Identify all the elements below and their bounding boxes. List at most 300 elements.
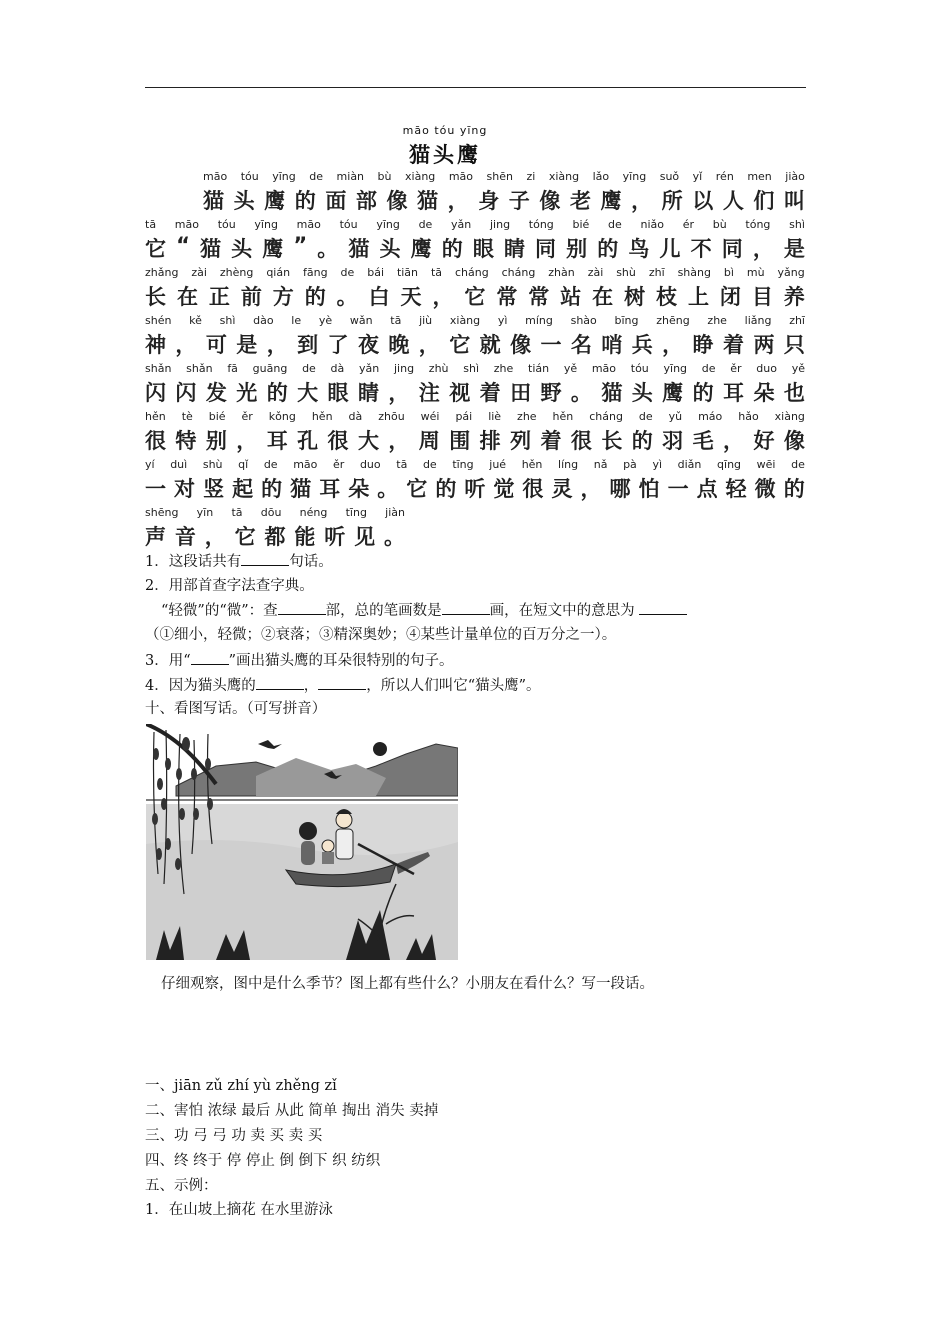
hanzi-char: 儿 <box>659 237 681 261</box>
hanzi-char: 白 <box>368 285 390 309</box>
pinyin-syllable: zhàn <box>548 266 575 279</box>
pinyin-syllable: māo <box>296 218 321 231</box>
pinyin-syllable: jué <box>489 458 507 471</box>
pinyin-syllable: pà <box>623 458 637 471</box>
question-2-line: “轻微”的“微”：查 部，总的笔画数是 画，在短文中的意思为 <box>161 600 687 621</box>
pinyin-syllable: xiàng <box>405 170 436 183</box>
pinyin-syllable: men <box>747 170 772 183</box>
pinyin-syllable: bīng <box>614 314 639 327</box>
hanzi-char: 是 <box>236 333 258 357</box>
pinyin-syllable: zài <box>587 266 604 279</box>
pinyin-syllable: wēi <box>756 458 776 471</box>
pinyin-syllable: hěn <box>521 458 543 471</box>
pinyin-syllable: de <box>701 362 716 375</box>
hanzi-char: 很 <box>570 429 592 453</box>
hanzi-char: 。 <box>377 477 399 501</box>
question-4: 4．因为猫头鹰的 ， ，所以人们叫它“猫头鹰”。 <box>145 675 541 696</box>
hanzi-char: 一 <box>145 477 166 501</box>
hanzi-char: 视 <box>449 381 471 405</box>
hanzi-char: 的 <box>631 429 653 453</box>
pinyin-syllable: zi <box>526 170 536 183</box>
pinyin-syllable: jiù <box>419 314 433 327</box>
hanzi-char: 的 <box>692 381 714 405</box>
pinyin-syllable: qián <box>266 266 291 279</box>
pinyin-syllable: zhī <box>648 266 665 279</box>
hanzi-char: 猫 <box>203 189 224 213</box>
hanzi-char: 站 <box>560 285 582 309</box>
answer-blank[interactable] <box>278 600 326 615</box>
pinyin-row <box>203 170 805 183</box>
pinyin-syllable: néng <box>299 506 328 519</box>
hanzi-char: 它 <box>406 477 428 501</box>
pinyin-syllable: duo <box>359 458 381 471</box>
pinyin-syllable: tóu <box>240 170 259 183</box>
pinyin-row <box>145 506 405 519</box>
pinyin-syllable: yě <box>563 362 578 375</box>
hanzi-char: 轻 <box>725 477 747 501</box>
hanzi-char: ， <box>388 381 410 405</box>
hanzi-char: 猫 <box>290 477 312 501</box>
question-2-options: （①细小，轻微；②衰落；③精深奥妙；④某些计量单位的百万分之一）。 <box>145 627 617 643</box>
hanzi-char: 可 <box>205 333 227 357</box>
hanzi-char: 排 <box>479 429 501 453</box>
pinyin-syllable: shēn <box>486 170 513 183</box>
hanzi-char: 就 <box>479 333 501 357</box>
pinyin-syllable: tóng <box>528 218 554 231</box>
hanzi-char: 了 <box>327 333 349 357</box>
answer-line-6: 1．在山坡上摘花 在水里游泳 <box>145 1202 333 1218</box>
pinyin-syllable: wéi <box>420 410 440 423</box>
hanzi-char: 头 <box>379 237 401 261</box>
hanzi-char: 一 <box>667 477 689 501</box>
pinyin-syllable: ěr <box>730 362 742 375</box>
hanzi-char: 像 <box>539 189 561 213</box>
hanzi-char: 的 <box>294 189 316 213</box>
hanzi-char: 孔 <box>297 429 319 453</box>
pinyin-syllable: xiàng <box>449 314 481 327</box>
hanzi-char: ， <box>580 477 602 501</box>
hanzi-char: 晚 <box>388 333 410 357</box>
pinyin-syllable: wǎn <box>349 314 373 327</box>
pinyin-syllable: shào <box>570 314 597 327</box>
hanzi-char: 正 <box>208 285 230 309</box>
hanzi-char: 的 <box>304 285 326 309</box>
hanzi-char: 的 <box>441 237 463 261</box>
hanzi-char: 同 <box>535 237 557 261</box>
hanzi-char: 。 <box>336 285 358 309</box>
pinyin-syllable: xiàng <box>774 410 805 423</box>
pinyin-syllable: tián <box>528 362 550 375</box>
pinyin-syllable: cháng <box>454 266 489 279</box>
pinyin-syllable: yǎn <box>359 362 380 375</box>
hanzi-char: 常 <box>496 285 518 309</box>
pinyin-syllable: tóu <box>339 218 358 231</box>
pinyin-syllable: māo <box>174 218 199 231</box>
hanzi-char: ， <box>266 333 288 357</box>
hanzi-char: 天 <box>400 285 422 309</box>
section-10-heading: 十、看图写话。（可写拼音） <box>145 701 327 717</box>
hanzi-char: 列 <box>510 429 532 453</box>
pinyin-syllable: bì <box>723 266 734 279</box>
hanzi-char: 哪 <box>609 477 631 501</box>
pinyin-syllable: de <box>263 458 278 471</box>
pinyin-syllable: liǎng <box>744 314 772 327</box>
pinyin-syllable: fā <box>227 362 238 375</box>
hanzi-char: 鹰 <box>262 237 284 261</box>
pinyin-syllable: zhe <box>517 410 537 423</box>
hanzi-char: 注 <box>418 381 440 405</box>
hanzi-char: 夜 <box>357 333 379 357</box>
pinyin-syllable: shì <box>219 314 236 327</box>
pinyin-syllable: māo <box>293 458 318 471</box>
pinyin-syllable: de <box>608 218 622 231</box>
pinyin-syllable: hěn <box>552 410 574 423</box>
hanzi-char: 的 <box>783 477 805 501</box>
pinyin-syllable: míng <box>525 314 553 327</box>
hanzi-char: 子 <box>508 189 530 213</box>
hanzi-char: 田 <box>510 381 532 405</box>
passage-title <box>395 124 495 169</box>
pinyin-syllable: tā <box>390 314 402 327</box>
pinyin-syllable: zhēng <box>656 314 690 327</box>
pinyin-syllable: suǒ <box>659 170 680 183</box>
pinyin-syllable: de <box>302 362 316 375</box>
pinyin-syllable: de <box>638 410 653 423</box>
hanzi-char: 长 <box>145 285 166 309</box>
pinyin-row <box>145 218 805 231</box>
hanzi-char: 兵 <box>631 333 653 357</box>
hanzi-char: ” <box>293 233 308 257</box>
hanzi-char: ， <box>752 237 774 261</box>
hanzi-char: 大 <box>357 429 379 453</box>
pinyin-syllable: dà <box>348 410 363 423</box>
hanzi-char: 别 <box>205 429 227 453</box>
hanzi-char: 像 <box>783 429 805 453</box>
pinyin-syllable: bù <box>712 218 727 231</box>
hanzi-char: 它 <box>464 285 486 309</box>
pinyin-syllable: mù <box>746 266 765 279</box>
pinyin-row <box>145 410 805 423</box>
hanzi-char: 眼 <box>472 237 494 261</box>
hanzi-char: 竖 <box>203 477 225 501</box>
pinyin-syllable: le <box>291 314 302 327</box>
hanzi-char: 耳 <box>319 477 341 501</box>
hanzi-char: 野 <box>540 381 562 405</box>
pinyin-syllable: jing <box>393 362 415 375</box>
answer-line-2: 二、害怕 浓绿 最后 从此 简单 掏出 消失 卖掉 <box>145 1103 439 1119</box>
pinyin-syllable: māo <box>203 170 228 183</box>
hanzi-char: 耳 <box>723 381 745 405</box>
pinyin-syllable: jing <box>489 218 511 231</box>
hanzi-char: 睁 <box>692 333 714 357</box>
hanzi-char: 闪 <box>145 381 166 405</box>
hanzi-char: 特 <box>175 429 197 453</box>
passage-line <box>145 266 805 314</box>
hanzi-char: ， <box>236 429 258 453</box>
hanzi-char: 着 <box>540 429 562 453</box>
pinyin-syllable: tā <box>396 458 408 471</box>
hanzi-char: 。 <box>317 237 339 261</box>
hanzi-char: 同 <box>721 237 743 261</box>
hanzi-char: 鸟 <box>628 237 650 261</box>
picture-boat-lake <box>146 724 458 960</box>
pinyin-syllable: de <box>340 266 355 279</box>
pinyin-syllable: zhe <box>493 362 514 375</box>
question-2: 2．用部首查字法查字典。 <box>145 578 314 594</box>
pinyin-syllable: yǎn <box>451 218 472 231</box>
hanzi-char: 它 <box>449 333 471 357</box>
hanzi-char: 在 <box>592 285 614 309</box>
hanzi-char: ， <box>418 333 440 357</box>
pinyin-syllable: hěn <box>311 410 333 423</box>
pinyin-syllable: tiān <box>396 266 419 279</box>
pinyin-syllable: kě <box>189 314 202 327</box>
hanzi-char: 它 <box>234 525 256 549</box>
hanzi-char: 它 <box>145 237 166 261</box>
hanzi-char: 好 <box>753 429 775 453</box>
pinyin-syllable: xiàng <box>548 170 580 183</box>
pinyin-syllable: zhī <box>789 314 805 327</box>
pinyin-syllable: lǎo <box>592 170 610 183</box>
pinyin-syllable: bié <box>572 218 590 231</box>
pinyin-syllable: dà <box>330 362 345 375</box>
pinyin-syllable: shǎn <box>145 362 172 375</box>
hanzi-char: 着 <box>479 381 501 405</box>
hanzi-char: ， <box>175 333 197 357</box>
hanzi-char: 猫 <box>601 381 623 405</box>
hanzi-char: 长 <box>601 429 623 453</box>
hanzi-char: 朵 <box>753 381 775 405</box>
pinyin-syllable: shù <box>202 458 223 471</box>
hanzi-char: 像 <box>510 333 532 357</box>
pinyin-syllable: guāng <box>252 362 288 375</box>
pinyin-syllable: zhù <box>428 362 449 375</box>
pinyin-syllable: yīng <box>272 170 296 183</box>
hanzi-char: 很 <box>145 429 166 453</box>
hanzi-char: 不 <box>690 237 712 261</box>
hanzi-char: 闭 <box>719 285 741 309</box>
hanzi-char: 上 <box>687 285 709 309</box>
hanzi-char: 头 <box>631 381 653 405</box>
hanzi-char: 方 <box>272 285 294 309</box>
hanzi-char: 音 <box>174 525 196 549</box>
hanzi-char: 鹰 <box>410 237 432 261</box>
hanzi-char: 鹰 <box>600 189 622 213</box>
hanzi-char: 。 <box>570 381 592 405</box>
hanzi-char: 树 <box>624 285 646 309</box>
hanzi-char: 闪 <box>175 381 197 405</box>
hanzi-char: ， <box>662 333 684 357</box>
pinyin-syllable: māo <box>591 362 617 375</box>
hanzi-char: ， <box>204 525 226 549</box>
pinyin-syllable: shì <box>789 218 805 231</box>
pinyin-syllable: dōu <box>260 506 282 519</box>
pinyin-syllable: zhe <box>707 314 727 327</box>
hanzi-char: 前 <box>240 285 262 309</box>
hanzi-char: 都 <box>264 525 286 549</box>
hanzi-char: 的 <box>597 237 619 261</box>
passage-line <box>145 458 805 506</box>
pinyin-syllable: māo <box>448 170 473 183</box>
pinyin-syllable: de <box>422 458 437 471</box>
pinyin-syllable: ěr <box>241 410 253 423</box>
hanzi-char: 围 <box>449 429 471 453</box>
hanzi-char: 枝 <box>656 285 677 309</box>
hanzi-char: 发 <box>205 381 227 405</box>
pinyin-row <box>145 362 805 375</box>
hanzi-char: 叫 <box>783 189 805 213</box>
hanzi-char: 像 <box>386 189 408 213</box>
hanzi-char: 人 <box>722 189 744 213</box>
pinyin-syllable: yí <box>145 458 155 471</box>
pinyin-syllable: tóng <box>745 218 771 231</box>
answer-blank[interactable] <box>442 600 490 615</box>
pinyin-syllable: de <box>791 458 805 471</box>
hanzi-char: 听 <box>464 477 486 501</box>
answer-blank[interactable] <box>256 675 304 690</box>
pinyin-syllable: zài <box>191 266 207 279</box>
hanzi-char: 们 <box>753 189 775 213</box>
pinyin-syllable: yì <box>497 314 508 327</box>
hanzi-char: 目 <box>751 285 773 309</box>
hanzi-char: 神 <box>145 333 166 357</box>
passage-line <box>145 410 805 458</box>
hanzi-row <box>145 473 805 503</box>
pinyin-syllable: yīn <box>196 506 214 519</box>
hanzi-char: 灵 <box>551 477 573 501</box>
pinyin-syllable: shì <box>463 362 480 375</box>
hanzi-char: 面 <box>325 189 347 213</box>
pinyin-row <box>145 314 805 327</box>
pinyin-syllable: de <box>309 170 324 183</box>
pinyin-syllable: jiàn <box>385 506 405 519</box>
hanzi-char: 的 <box>261 477 283 501</box>
hanzi-char: 光 <box>236 381 258 405</box>
hanzi-char: 鹰 <box>662 381 684 405</box>
hanzi-char: 所 <box>661 189 683 213</box>
hanzi-char: ， <box>388 429 410 453</box>
hanzi-char: 是 <box>783 237 805 261</box>
pinyin-row <box>145 266 805 279</box>
pinyin-syllable: tīng <box>452 458 474 471</box>
pinyin-syllable: diǎn <box>677 458 702 471</box>
pinyin-syllable: ěr <box>333 458 345 471</box>
hanzi-char: 很 <box>522 477 544 501</box>
answer-blank[interactable] <box>639 600 687 615</box>
hanzi-char: 哨 <box>601 333 623 357</box>
title-pinyin: māo tóu yīng <box>402 124 488 137</box>
pinyin-syllable: cháng <box>589 410 623 423</box>
hanzi-char: 猫 <box>348 237 370 261</box>
pinyin-syllable: zhèng <box>219 266 254 279</box>
pinyin-syllable: bié <box>208 410 226 423</box>
passage-line <box>145 506 805 554</box>
passage-line <box>145 170 805 218</box>
answer-line-5: 五、示例： <box>145 1178 218 1194</box>
hanzi-char: 起 <box>232 477 254 501</box>
writing-prompt: 仔细观察，图中是什么季节？图上都有些什么？小朋友在看什么？写一段话。 <box>161 976 654 992</box>
pinyin-syllable: tè <box>181 410 193 423</box>
pinyin-syllable: yě <box>791 362 805 375</box>
pinyin-syllable: rén <box>715 170 734 183</box>
pinyin-syllable: hǎo <box>738 410 759 423</box>
hanzi-char: 眼 <box>327 381 349 405</box>
passage-line <box>145 218 805 266</box>
hanzi-char: 睛 <box>503 237 525 261</box>
answer-blank[interactable] <box>191 650 229 665</box>
pinyin-syllable: yǔ <box>668 410 683 423</box>
pinyin-syllable: shēng <box>145 506 179 519</box>
answer-line-1: 一、jiān zǔ zhí yù zhěng zǐ <box>145 1078 337 1094</box>
pinyin-syllable: de <box>418 218 433 231</box>
hanzi-char: 在 <box>176 285 198 309</box>
hanzi-char: 怕 <box>638 477 660 501</box>
hanzi-char: 头 <box>231 237 253 261</box>
hanzi-char: 老 <box>569 189 591 213</box>
hanzi-char: ， <box>631 189 653 213</box>
hanzi-row <box>203 185 805 215</box>
pinyin-syllable: duo <box>756 362 777 375</box>
title-text: 猫头鹰 <box>409 143 481 167</box>
hanzi-row <box>145 425 805 455</box>
pinyin-syllable: ér <box>682 218 695 231</box>
pinyin-syllable: dào <box>253 314 274 327</box>
pinyin-syllable: duì <box>170 458 188 471</box>
hanzi-char: 一 <box>540 333 562 357</box>
question-1: 1．这段话共有 句话。 <box>145 551 333 572</box>
hanzi-char: 很 <box>327 429 349 453</box>
hanzi-char: 。 <box>384 525 405 549</box>
hanzi-row <box>145 233 805 263</box>
pinyin-syllable: shén <box>145 314 172 327</box>
pinyin-syllable: pái <box>455 410 473 423</box>
hanzi-char: 身 <box>478 189 500 213</box>
pinyin-syllable: shàng <box>677 266 711 279</box>
hanzi-char: 以 <box>692 189 714 213</box>
pinyin-syllable: niǎo <box>640 218 664 231</box>
pinyin-syllable: nǎ <box>593 458 608 471</box>
hanzi-row <box>145 377 805 407</box>
pinyin-syllable: qǐ <box>238 458 249 471</box>
pinyin-syllable: tā <box>430 266 443 279</box>
answer-blank[interactable] <box>318 675 366 690</box>
hanzi-char: 微 <box>754 477 776 501</box>
pinyin-syllable: kǒng <box>268 410 296 423</box>
hanzi-char: 别 <box>566 237 588 261</box>
hanzi-char: 名 <box>570 333 592 357</box>
hanzi-char: 能 <box>294 525 316 549</box>
pinyin-syllable: tóu <box>630 362 649 375</box>
hanzi-char: 常 <box>528 285 550 309</box>
hanzi-char: 的 <box>435 477 457 501</box>
hanzi-char: 耳 <box>266 429 288 453</box>
hanzi-char: ， <box>723 429 745 453</box>
pinyin-syllable: shǎn <box>186 362 213 375</box>
pinyin-row <box>145 458 805 471</box>
pinyin-syllable: bù <box>377 170 392 183</box>
hanzi-char: 两 <box>753 333 775 357</box>
hanzi-char: 到 <box>297 333 319 357</box>
hanzi-char: 大 <box>297 381 319 405</box>
pinyin-syllable: miàn <box>336 170 365 183</box>
pinyin-syllable: yǐ <box>692 170 703 183</box>
pinyin-syllable: jiào <box>785 170 805 183</box>
pinyin-syllable: shù <box>616 266 636 279</box>
hanzi-char: 部 <box>355 189 377 213</box>
answer-blank[interactable] <box>241 551 289 566</box>
hanzi-char: 毛 <box>692 429 714 453</box>
pinyin-syllable: yīng <box>663 362 688 375</box>
